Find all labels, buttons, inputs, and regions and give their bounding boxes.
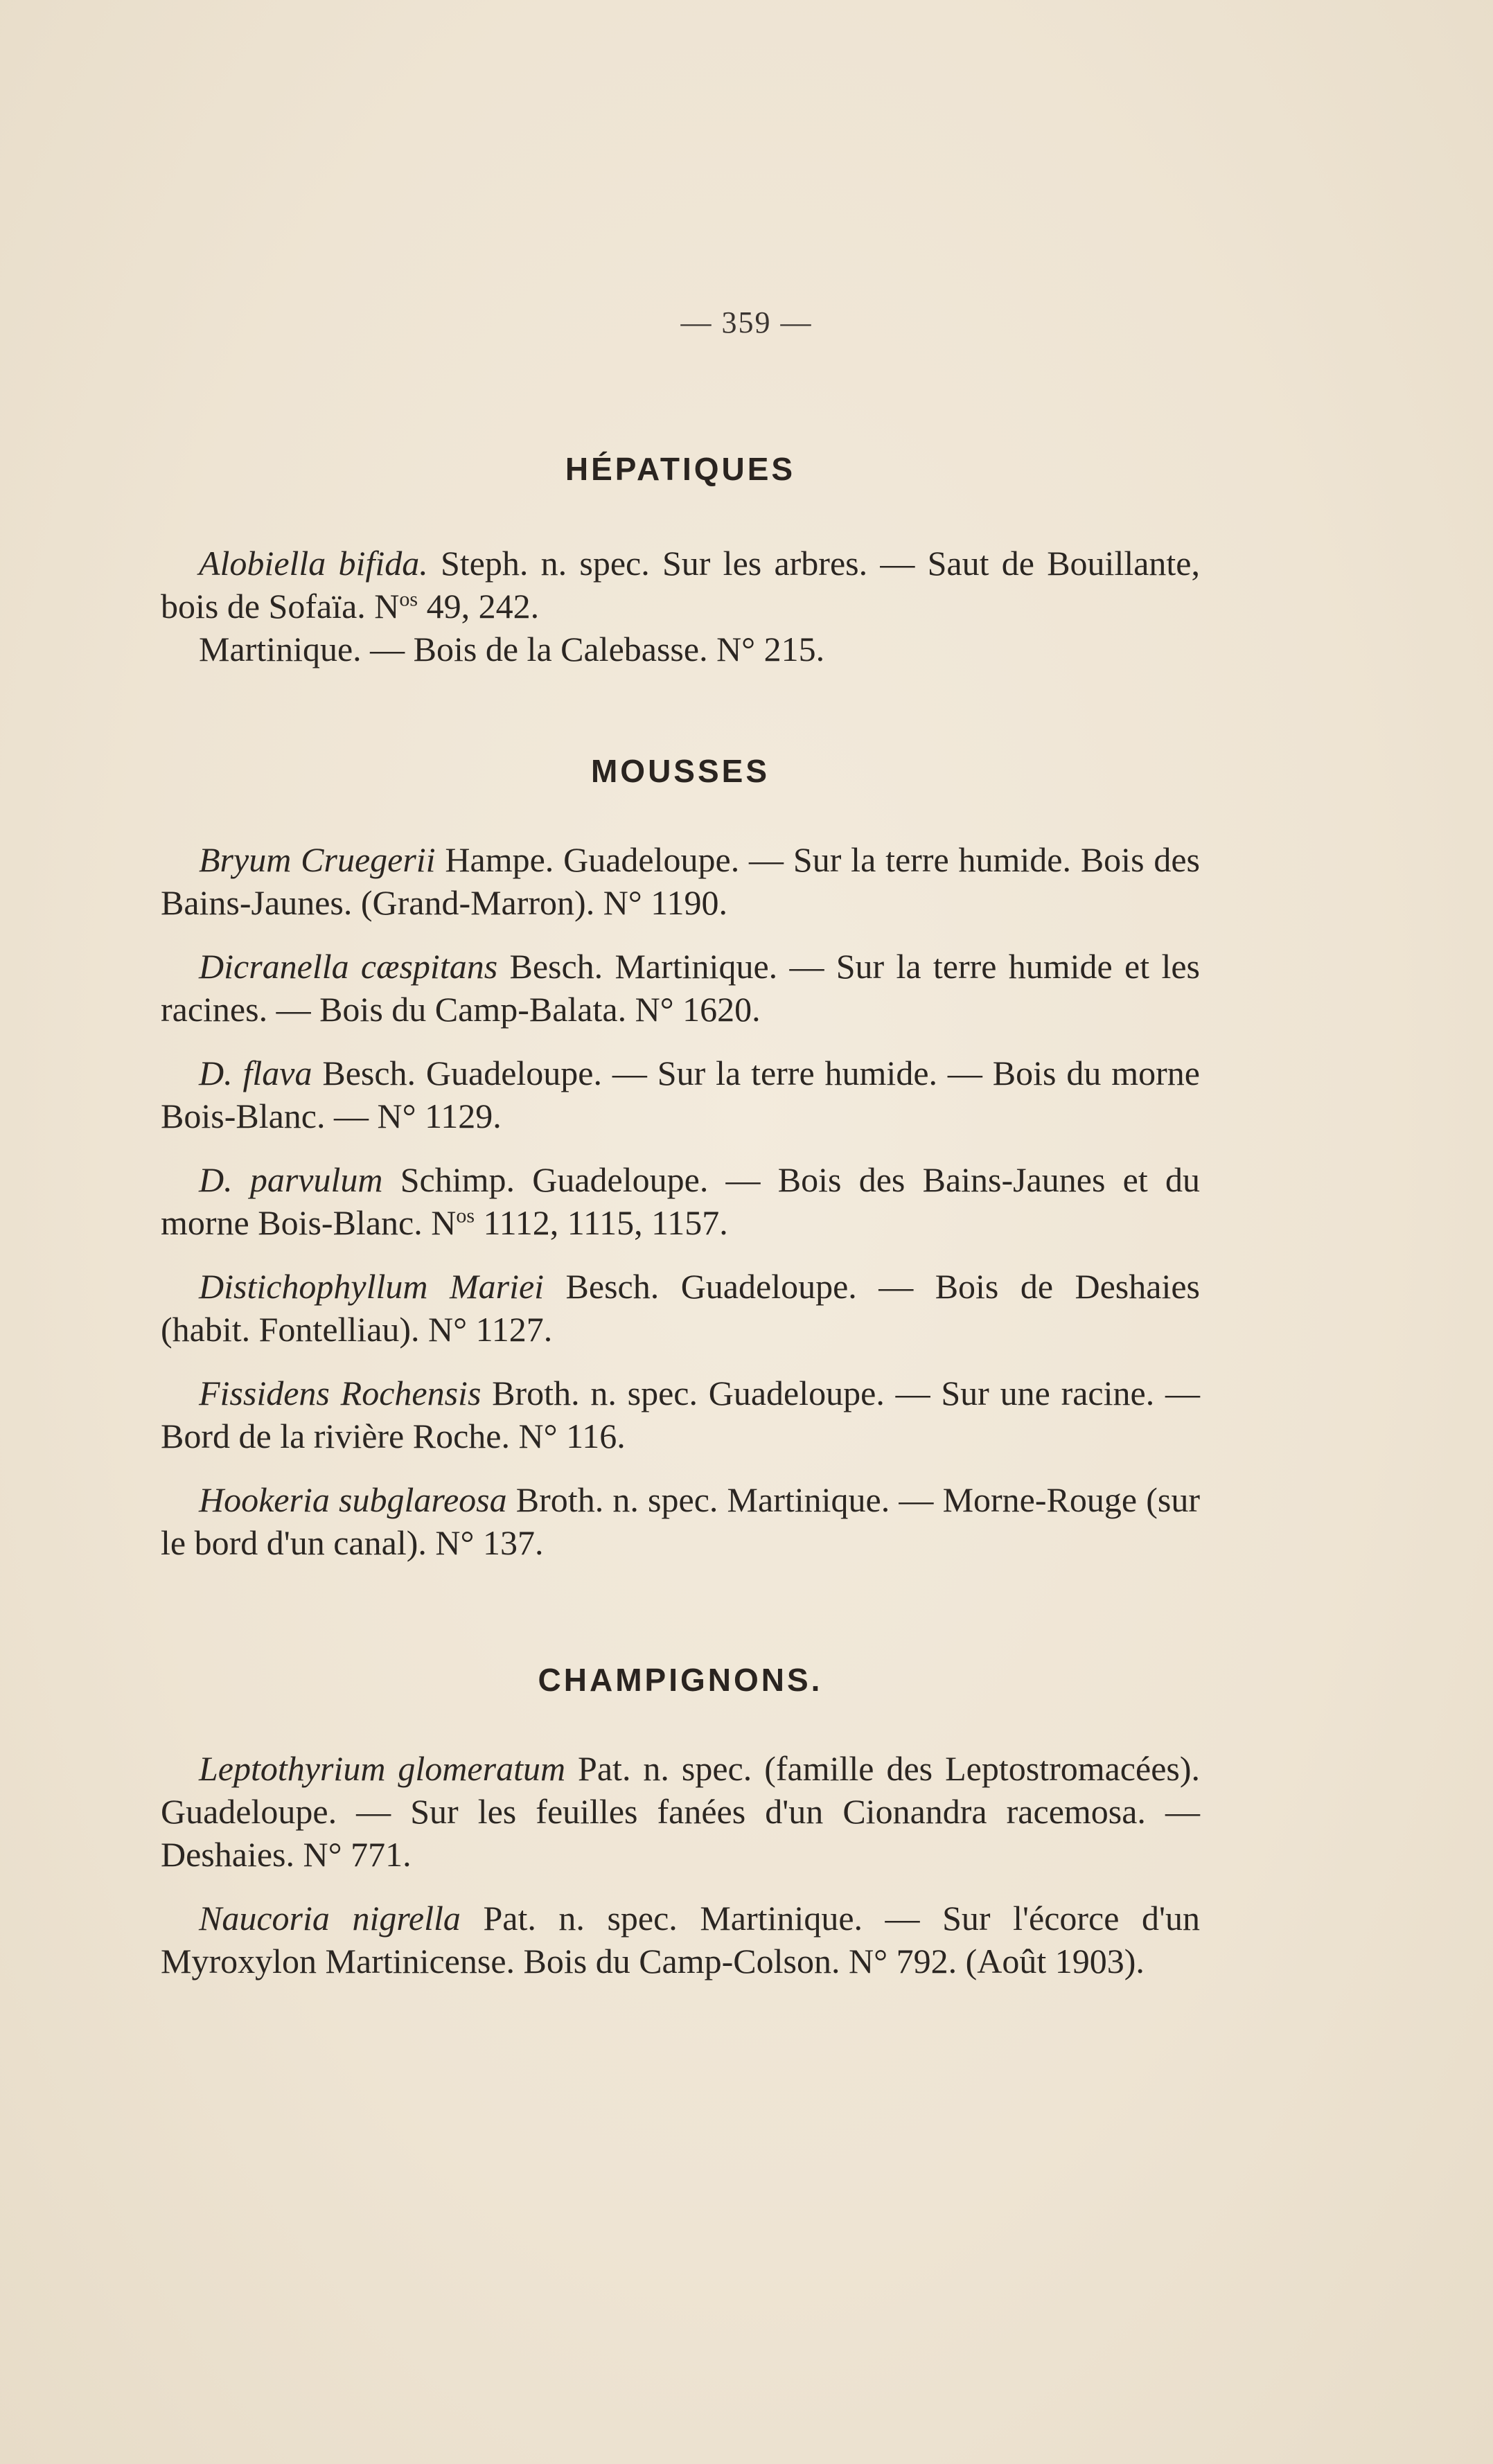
taxon-name: Leptothyrium glomeratum [199,1749,566,1788]
entry-text: Schimp. Guadeloupe. — Bois des Bains-Jaunes et du morne Bois-Blanc. N [161,1160,1200,1242]
entry-dicranella-caespitans [161,945,1200,1031]
entry-text: Broth. n. spec. Martinique. — Morne-Rouge (sur le bord d'un canal). N° 137. [161,1480,1200,1562]
entry-naucoria-nigrella [161,1897,1200,1983]
entry-text: Besch. Guadeloupe. — Bois de Deshaies (habit. Fontelliau). N° 1127. [161,1267,1201,1349]
entry-fissidens-rochensis [161,1372,1200,1457]
section-title-mousses: MOUSSES [590,753,770,789]
entry-text: Besch. Guadeloupe. — Sur la terre humide. — Bois du morne Bois-Blanc. — N° 1129. [161,1054,1200,1135]
entry-dicranella-flava [161,1052,1200,1137]
entry-martinique-calebasse: Martinique. — Bois de la Calebasse. N° 215. [199,630,825,668]
entry-text: Broth. n. spec. Guadeloupe. — Sur une racine. — Bord de la rivière Roche. N° 116. [161,1374,1200,1455]
entry-text: Steph. n. spec. Sur les arbres. — Saut de Bouillante, bois de Sofaïa. N [161,544,1200,626]
taxon-name: D. flava [199,1054,312,1092]
entry-bryum-cruegerii [161,838,1200,924]
page-number: — 359 — [680,305,813,339]
entry-leptothyrium-glomeratum [161,1747,1200,1876]
page-content [161,450,1200,1983]
taxon-name: Naucoria nigrella [199,1899,461,1938]
entry-tail: 49, 242. [418,587,540,626]
entry-text: Pat. n. spec. (famille des Leptostromacées). Guadeloupe. — Sur les feuilles fanées d'un Cionandra racemosa. — Deshaies. N° 771. [161,1749,1200,1874]
taxon-name: Hookeria subglareosa [199,1480,507,1519]
section-title-hepatiques: HÉPATIQUES [565,451,796,487]
entry-alobiella-bifida [161,542,1200,628]
entry-text: Besch. Martinique. — Sur la terre humide et les racines. — Bois du Camp-Balata. N° 1620. [161,947,1200,1029]
entry-hookeria-subglareosa [161,1478,1200,1564]
taxon-name: Dicranella cæspitans [199,947,498,986]
taxon-name: Bryum Cruegerii [199,840,436,879]
section-title-champignons: CHAMPIGNONS. [538,1662,823,1698]
entry-text: Hampe. Guadeloupe. — Sur la terre humide. Bois des Bains-Jaunes. (Grand-Marron). N° 1190. [161,840,1201,922]
entry-distichophyllum-mariei [161,1265,1200,1351]
entry-dicranella-parvulum [161,1158,1200,1244]
entry-tail: 1112, 1115, 1157. [475,1203,728,1242]
taxon-name: Alobiella bifida. [199,544,428,583]
taxon-name: Fissidens Rochensis [199,1374,482,1412]
entry-text: Pat. n. spec. Martinique. — Sur l'écorce d'un Myroxylon Martinicense. Bois du Camp-Colson. N° 792. (Août 1903). [161,1899,1200,1980]
taxon-name: D. parvulum [199,1160,383,1199]
number-suffix: os [456,1204,475,1227]
number-suffix: os [399,587,418,611]
taxon-name: Distichophyllum Mariei [199,1267,545,1306]
